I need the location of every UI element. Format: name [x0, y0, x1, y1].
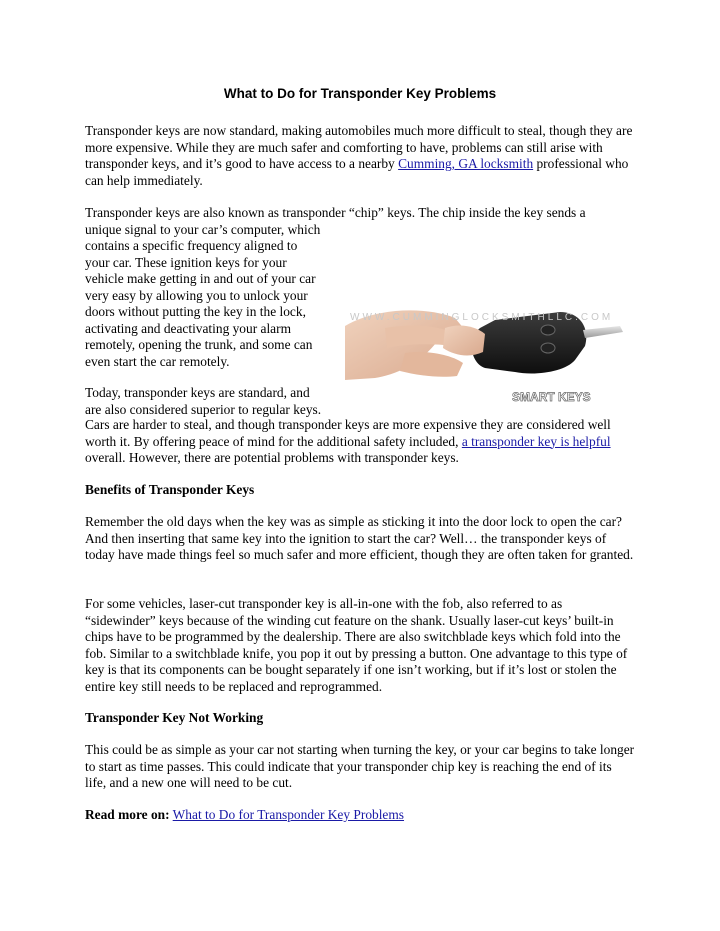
text-line: even start the car remotely.: [85, 353, 230, 369]
text-line: unique signal to your car’s computer, which: [85, 221, 321, 237]
text-line: very easy by allowing you to unlock your: [85, 287, 308, 303]
paragraph-laser-cut: For some vehicles, laser-cut transponder key is all-in-one with the fob, also referred to as “sidewinder” keys because of the winding cut feature on the shank. Usually laser-cut keys’ built-in chips have to be programmed by the dealership. There are also switchblade keys which fold into the fob. Similar to a switchblade knife, you pop it out by pressing a button. One advantage to this type of key is that its components can be bought separately if one isn’t working, but if it’s lost or stolen the entire key still needs to be replaced and reprogrammed.: [85, 596, 628, 694]
text-line: are also considered superior to regular keys.: [85, 401, 322, 417]
paragraph-old-days: Remember the old days when the key was as simple as sticking it into the door lock to open the car? And then inserting that same key into the ignition to start the car? Well… the transponder keys of today have made things feel so much safer and more efficient, though they are often taken for granted.: [85, 514, 634, 562]
paragraph-intro-text: Transponder keys are now standard, making automobiles much more difficult to steal, though they are more expensive. While they are much safer and comforting to have, problems can still arise with transponder keys, and it’s good to have access to a nearby: [85, 123, 633, 171]
heading-benefits: Benefits of Transponder Keys: [85, 482, 255, 497]
paragraph-standard-keys: [85, 385, 635, 418]
text-line: remotely, opening the trunk, and some can: [85, 337, 313, 352]
heading-not-working: Transponder Key Not Working: [85, 710, 264, 725]
transponder-key-helpful-link[interactable]: a transponder key is helpful: [461, 433, 611, 449]
read-more-link[interactable]: What to Do for Transponder Key Problems: [172, 807, 405, 822]
read-more-line: [85, 807, 635, 824]
text-line: Transponder keys are also known as transponder “chip” keys. The chip inside the key sends a: [85, 205, 586, 220]
text-line: activating and deactivating your alarm: [85, 320, 291, 336]
paragraph-intro-tail: professional who can help immediately.: [85, 156, 629, 188]
paragraph-harder-to-steal: [85, 417, 635, 467]
paragraph-intro: [85, 123, 635, 189]
text-line: contains a specific frequency aligned to: [85, 238, 298, 253]
text-line: your car. These ignition keys for your: [85, 254, 287, 270]
cumming-locksmith-link[interactable]: Cumming, GA locksmith: [398, 156, 534, 171]
paragraph-not-starting: This could be as simple as your car not starting when turning the key, or your car begins to take longer to start as time passes. This could indicate that your transponder chip key is reaching the end of its life, and a new one will need to be cut.: [85, 742, 635, 790]
image-watermark: WWW.CUMMINGLOCKSMITHLLC.COM: [350, 312, 614, 323]
text-line: vehicle make getting in and out of your car: [85, 271, 316, 286]
text-line: Today, transponder keys are standard, and: [85, 385, 310, 400]
paragraph-harder-text: Cars are harder to steal, and though transponder keys are more expensive they are considered well worth it. By offering peace of mind for the additional safety included,: [85, 417, 611, 449]
paragraph-harder-tail: overall. However, there are potential problems with transponder keys.: [85, 450, 459, 465]
read-more-label: Read more on:: [85, 807, 170, 822]
page-title: What to Do for Transponder Key Problems: [223, 86, 497, 101]
text-line: doors without putting the key in the lock,: [85, 304, 306, 319]
image-caption: SMART KEYS: [512, 390, 591, 404]
